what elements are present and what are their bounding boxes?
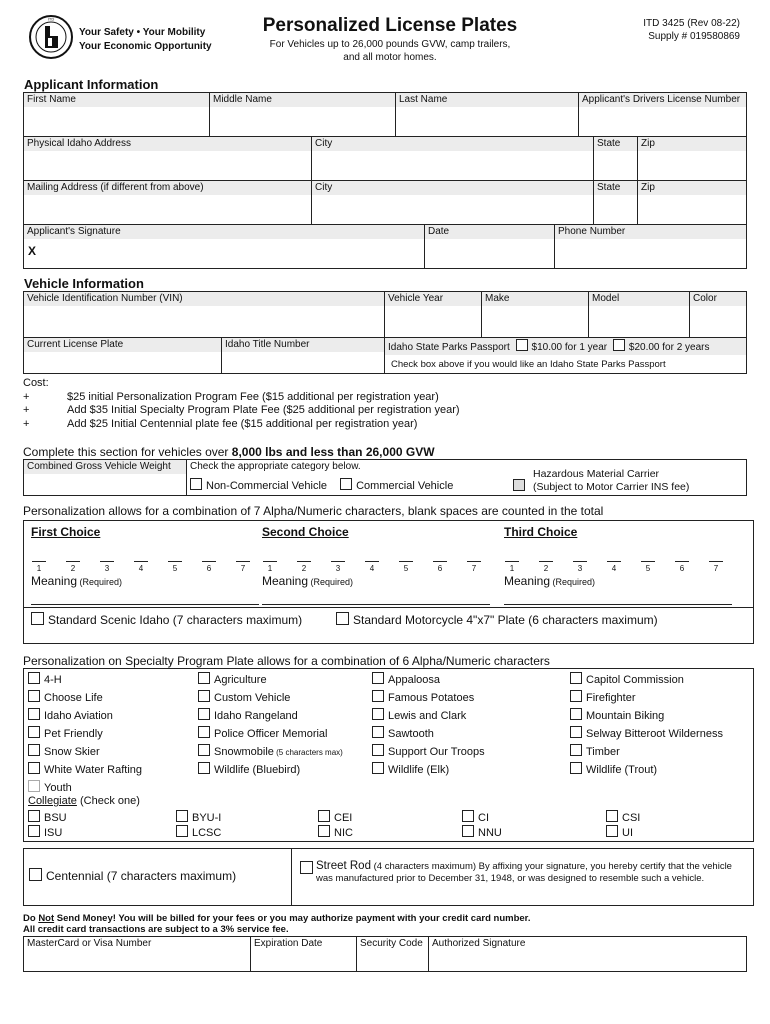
character-slot[interactable] bbox=[65, 561, 81, 573]
passport-2-year-label: $20.00 for 2 years bbox=[628, 342, 710, 353]
slot-line bbox=[505, 561, 519, 562]
slot-number: 3 bbox=[104, 564, 110, 573]
cost-label: Cost: bbox=[23, 377, 49, 389]
non-commercial-checkbox[interactable] bbox=[190, 478, 202, 490]
logo-tagline-1: Your Safety • Your Mobility bbox=[79, 27, 206, 38]
specialty-label-idaho-aviation: Idaho Aviation bbox=[44, 710, 113, 722]
collegiate-label-cei: CEI bbox=[334, 812, 353, 824]
collegiate-checkbox-ci[interactable] bbox=[462, 810, 474, 822]
specialty-checkbox-mountain-biking[interactable] bbox=[570, 708, 582, 720]
specialty-checkbox-timber[interactable] bbox=[570, 744, 582, 756]
character-slot[interactable] bbox=[201, 561, 217, 573]
applicant-signature-field[interactable]: Applicant's Signature X bbox=[24, 225, 425, 269]
payment-not: Not bbox=[38, 913, 55, 924]
character-slot[interactable] bbox=[708, 561, 724, 573]
collegiate-checkbox-csi[interactable] bbox=[606, 810, 618, 822]
specialty-checkbox-white-water-rafting[interactable] bbox=[28, 762, 40, 774]
slot-number: 2 bbox=[543, 564, 549, 573]
slot-line bbox=[365, 561, 379, 562]
specialty-checkbox-lewis-and-clark[interactable] bbox=[372, 708, 384, 720]
physical-state-field[interactable]: State bbox=[594, 137, 638, 181]
specialty-label-wildlife-elk: Wildlife (Elk) bbox=[388, 764, 450, 776]
character-slot[interactable] bbox=[466, 561, 482, 573]
commercial-label: Commercial Vehicle bbox=[356, 480, 454, 492]
non-commercial-label: Non-Commercial Vehicle bbox=[206, 480, 328, 492]
itd-logo bbox=[28, 14, 74, 60]
specialty-option bbox=[28, 762, 142, 780]
title-number-field[interactable]: Idaho Title Number bbox=[222, 338, 385, 374]
passport-label: Idaho State Parks Passport bbox=[388, 342, 510, 353]
slot-number: 5 bbox=[403, 564, 409, 573]
specialty-option bbox=[28, 708, 142, 726]
cost-section bbox=[23, 377, 460, 431]
slot-line bbox=[539, 561, 553, 562]
phone-number-field[interactable]: Phone Number bbox=[555, 225, 747, 269]
slot-number: 6 bbox=[679, 564, 685, 573]
slot-number: 6 bbox=[206, 564, 212, 573]
specialty-label-snow-skier: Snow Skier bbox=[44, 746, 100, 758]
motorcycle-plate-label: Standard Motorcycle 4"x7" Plate (6 characters maximum) bbox=[353, 613, 658, 627]
specialty-option bbox=[198, 672, 343, 690]
hazmat-note: (Subject to Motor Carrier INS fee) bbox=[533, 481, 690, 493]
specialty-option bbox=[28, 726, 142, 744]
first-name-field[interactable]: First Name bbox=[24, 93, 210, 137]
mailing-city-field[interactable]: City bbox=[312, 181, 594, 225]
specialty-checkbox-support-our-troops[interactable] bbox=[372, 744, 384, 756]
snowmobile-note: (5 characters max) bbox=[273, 748, 343, 757]
specialty-label-mountain-biking: Mountain Biking bbox=[586, 710, 665, 722]
category-cell bbox=[187, 460, 747, 496]
slot-number: 1 bbox=[267, 564, 273, 573]
payment-line2: All credit card transactions are subject to a 3% service fee. bbox=[23, 924, 289, 935]
slot-line bbox=[467, 561, 481, 562]
specialty-label-firefighter: Firefighter bbox=[586, 692, 636, 704]
specialty-checkbox-selway-bitteroot-wilderness[interactable] bbox=[570, 726, 582, 738]
gvw-heading bbox=[23, 445, 435, 459]
specialty-option bbox=[570, 690, 723, 708]
specialty-label-custom-vehicle: Custom Vehicle bbox=[214, 692, 291, 704]
slot-line bbox=[641, 561, 655, 562]
mailing-zip-field[interactable]: Zip bbox=[638, 181, 747, 225]
specialty-checkbox-youth[interactable] bbox=[28, 780, 40, 792]
payment-line1: Send Money! You will be billed for your fees or you may authorize payment with your credit card number. bbox=[56, 913, 531, 924]
collegiate-label-nic: NIC bbox=[334, 827, 353, 839]
signature-date-field[interactable]: Date bbox=[425, 225, 555, 269]
specialty-checkbox-appaloosa[interactable] bbox=[372, 672, 384, 684]
character-slot[interactable] bbox=[296, 561, 312, 573]
specialty-label-support-our-troops: Support Our Troops bbox=[388, 746, 485, 758]
character-slot[interactable] bbox=[31, 561, 47, 573]
collegiate-checkbox-nic[interactable] bbox=[318, 825, 330, 837]
slot-line bbox=[202, 561, 216, 562]
centennial-box bbox=[23, 848, 754, 906]
slot-number: 4 bbox=[138, 564, 144, 573]
slot-number: 7 bbox=[471, 564, 477, 573]
slot-line bbox=[168, 561, 182, 562]
specialty-label-4-h: 4-H bbox=[44, 674, 62, 686]
specialty-checkbox-wildlife-elk[interactable] bbox=[372, 762, 384, 774]
specialty-checkbox-capitol-commission[interactable] bbox=[570, 672, 582, 684]
specialty-checkbox-pet-friendly[interactable] bbox=[28, 726, 40, 738]
passport-1-year-checkbox[interactable] bbox=[516, 339, 528, 351]
specialty-checkbox-choose-life[interactable] bbox=[28, 690, 40, 702]
specialty-option bbox=[570, 672, 723, 690]
slot-line bbox=[399, 561, 413, 562]
slot-line bbox=[297, 561, 311, 562]
passport-2-year-checkbox[interactable] bbox=[613, 339, 625, 351]
choices-area bbox=[24, 521, 753, 608]
character-slot[interactable] bbox=[432, 561, 448, 573]
specialty-checkbox-wildlife-trout[interactable] bbox=[570, 762, 582, 774]
cost-item bbox=[23, 418, 460, 432]
cost-plus-sign: + bbox=[23, 390, 30, 403]
specialty-label-famous-potatoes: Famous Potatoes bbox=[388, 692, 475, 704]
specialty-label-snowmobile: Snowmobile bbox=[214, 746, 274, 758]
applicant-heading: Applicant Information bbox=[24, 77, 159, 92]
specialty-checkbox-police-officer-memorial[interactable] bbox=[198, 726, 210, 738]
svg-text:ITD: ITD bbox=[47, 16, 55, 22]
payment-table bbox=[23, 936, 747, 972]
specialty-intro: Personalization on Specialty Program Plate allows for a combination of 6 Alpha/Numeric characters bbox=[23, 654, 550, 668]
scenic-plate-checkbox[interactable] bbox=[31, 612, 44, 625]
slot-line bbox=[607, 561, 621, 562]
specialty-checkbox-wildlife-bluebird[interactable] bbox=[198, 762, 210, 774]
gvw-table bbox=[23, 459, 747, 496]
character-slot[interactable] bbox=[538, 561, 554, 573]
motorcycle-plate-checkbox[interactable] bbox=[336, 612, 349, 625]
collegiate-checkbox-nnu[interactable] bbox=[462, 825, 474, 837]
form-subtitle-line2: and all motor homes. bbox=[343, 52, 437, 63]
applicant-table bbox=[23, 92, 747, 137]
character-slot[interactable] bbox=[262, 561, 278, 573]
specialty-checkbox-famous-potatoes[interactable] bbox=[372, 690, 384, 702]
specialty-label-capitol-commission: Capitol Commission bbox=[586, 674, 684, 686]
specialty-label-police-officer-memorial: Police Officer Memorial bbox=[214, 728, 328, 740]
idaho-seal-icon bbox=[28, 14, 74, 60]
signature-table bbox=[23, 224, 747, 269]
specialty-checkbox-idaho-rangeland[interactable] bbox=[198, 708, 210, 720]
specialty-option bbox=[198, 690, 343, 708]
collegiate-option bbox=[318, 825, 353, 839]
specialty-option bbox=[198, 708, 343, 726]
character-slot[interactable] bbox=[674, 561, 690, 573]
slot-number: 5 bbox=[172, 564, 178, 573]
street-rod-checkbox[interactable] bbox=[300, 861, 313, 874]
collegiate-label-bsu: BSU bbox=[44, 812, 67, 824]
collegiate-option bbox=[28, 810, 67, 824]
card-number-field[interactable]: MasterCard or Visa Number bbox=[24, 937, 251, 972]
slot-line bbox=[66, 561, 80, 562]
specialty-label-lewis-and-clark: Lewis and Clark bbox=[388, 710, 467, 722]
collegiate-checkbox-isu[interactable] bbox=[28, 825, 40, 837]
slot-line bbox=[100, 561, 114, 562]
model-field[interactable]: Model bbox=[589, 292, 690, 338]
passport-1-year-label: $10.00 for 1 year bbox=[531, 342, 608, 353]
mailing-address-field[interactable]: Mailing Address (if different from above) bbox=[24, 181, 312, 225]
specialty-label-sawtooth: Sawtooth bbox=[388, 728, 434, 740]
cost-item-text: Add $25 Initial Centennial plate fee ($15 additional per registration year) bbox=[67, 417, 418, 430]
combined-weight-field[interactable]: Combined Gross Vehicle Weight bbox=[24, 460, 187, 496]
specialty-option bbox=[198, 762, 343, 780]
specialty-label-white-water-rafting: White Water Rafting bbox=[44, 764, 143, 776]
vehicle-table bbox=[23, 291, 747, 338]
form-subtitle-line1: For Vehicles up to 26,000 pounds GVW, camp trailers, bbox=[269, 39, 511, 50]
gvw-heading-prefix: Complete this section for vehicles over bbox=[23, 445, 229, 459]
meaning-required-note: (Required) bbox=[77, 577, 123, 587]
hazmat-label: Hazardous Material Carrier bbox=[533, 468, 660, 480]
specialty-option bbox=[198, 744, 343, 762]
cost-plus-sign: + bbox=[23, 404, 30, 416]
physical-address-field[interactable]: Physical Idaho Address bbox=[24, 137, 312, 181]
choice-title-3: Third Choice bbox=[504, 525, 578, 539]
payment-notice bbox=[23, 913, 530, 935]
specialty-checkbox-idaho-aviation[interactable] bbox=[28, 708, 40, 720]
current-plate-field[interactable]: Current License Plate bbox=[24, 338, 222, 374]
slot-number: 4 bbox=[369, 564, 375, 573]
character-slot[interactable] bbox=[167, 561, 183, 573]
payment-do: Do bbox=[23, 913, 36, 924]
slot-number: 7 bbox=[240, 564, 246, 573]
character-slot[interactable] bbox=[606, 561, 622, 573]
security-code-field[interactable]: Security Code bbox=[357, 937, 429, 972]
cost-item bbox=[23, 404, 460, 418]
collegiate-option bbox=[462, 810, 489, 824]
character-slot[interactable] bbox=[99, 561, 115, 573]
collegiate-option bbox=[462, 825, 502, 839]
parks-passport-cell bbox=[385, 338, 747, 374]
cost-item-text: $25 initial Personalization Program Fee ($15 additional per registration year) bbox=[67, 390, 439, 403]
centennial-label: Centennial (7 characters maximum) bbox=[46, 869, 237, 883]
specialty-label-timber: Timber bbox=[586, 746, 620, 758]
cost-plus-sign: + bbox=[23, 417, 30, 430]
specialty-option bbox=[570, 708, 723, 726]
street-rod-label: Street Rod bbox=[316, 860, 371, 872]
specialty-label-selway-bitteroot-wilderness: Selway Bitteroot Wilderness bbox=[586, 728, 723, 740]
specialty-option bbox=[372, 690, 485, 708]
collegiate-label-csi: CSI bbox=[622, 812, 641, 824]
specialty-option bbox=[28, 744, 142, 762]
signature-x-mark: X bbox=[28, 244, 37, 258]
slot-number: 1 bbox=[509, 564, 515, 573]
slot-number: 3 bbox=[335, 564, 341, 573]
character-slot[interactable] bbox=[133, 561, 149, 573]
specialty-option bbox=[28, 690, 142, 708]
meaning-required-note: (Required) bbox=[550, 577, 596, 587]
plate-table bbox=[23, 337, 747, 374]
collegiate-checkbox-bsu[interactable] bbox=[28, 810, 40, 822]
meaning-label: Meaning bbox=[504, 574, 551, 588]
meaning-label: Meaning bbox=[31, 574, 78, 588]
collegiate-option bbox=[176, 825, 221, 839]
slot-line bbox=[331, 561, 345, 562]
character-slot[interactable] bbox=[235, 561, 251, 573]
collegiate-option bbox=[28, 825, 62, 839]
physical-zip-field[interactable]: Zip bbox=[638, 137, 747, 181]
specialty-option bbox=[372, 708, 485, 726]
centennial-checkbox[interactable] bbox=[29, 868, 42, 881]
cost-item bbox=[23, 391, 460, 405]
specialty-label-appaloosa: Appaloosa bbox=[388, 674, 440, 686]
collegiate-label-byu-i: BYU-I bbox=[192, 812, 222, 824]
commercial-checkbox[interactable] bbox=[340, 478, 352, 490]
collegiate-checkbox-lcsc[interactable] bbox=[176, 825, 188, 837]
slot-line bbox=[573, 561, 587, 562]
gvw-heading-bold: 8,000 lbs and less than 26,000 GVW bbox=[231, 445, 435, 459]
specialty-option bbox=[372, 726, 485, 744]
specialty-option bbox=[198, 726, 343, 744]
expiration-date-field[interactable]: Expiration Date bbox=[251, 937, 357, 972]
specialty-label-agriculture: Agriculture bbox=[214, 674, 267, 686]
specialty-checkbox-firefighter[interactable] bbox=[570, 690, 582, 702]
collegiate-label: Collegiate bbox=[28, 795, 77, 807]
specialty-option bbox=[372, 744, 485, 762]
slot-number: 5 bbox=[645, 564, 651, 573]
collegiate-option bbox=[606, 810, 640, 824]
collegiate-label-lcsc: LCSC bbox=[192, 827, 222, 839]
logo-tagline-2: Your Economic Opportunity bbox=[79, 41, 212, 52]
last-name-field[interactable]: Last Name bbox=[396, 93, 579, 137]
address-table bbox=[23, 136, 747, 225]
scenic-plate-label: Standard Scenic Idaho (7 characters maximum) bbox=[48, 613, 303, 627]
specialty-checkbox-snowmobile[interactable] bbox=[198, 744, 210, 756]
specialty-label-choose-life: Choose Life bbox=[44, 692, 103, 704]
choice-title-1: First Choice bbox=[31, 525, 101, 539]
specialty-checkbox-custom-vehicle[interactable] bbox=[198, 690, 210, 702]
color-field[interactable]: Color bbox=[690, 292, 747, 338]
specialty-label-youth: Youth bbox=[44, 782, 72, 794]
form-title: Personalized License Plates bbox=[262, 15, 518, 36]
character-slot[interactable] bbox=[364, 561, 380, 573]
specialty-box bbox=[23, 668, 754, 842]
mailing-state-field[interactable]: State bbox=[594, 181, 638, 225]
supply-number: Supply # 019580869 bbox=[648, 31, 740, 42]
vehicle-year-field[interactable]: Vehicle Year bbox=[385, 292, 482, 338]
character-slot[interactable] bbox=[330, 561, 346, 573]
specialty-checkbox-snow-skier[interactable] bbox=[28, 744, 40, 756]
specialty-label-wildlife-bluebird: Wildlife (Bluebird) bbox=[214, 764, 301, 776]
character-slot[interactable] bbox=[572, 561, 588, 573]
specialty-checkbox-sawtooth[interactable] bbox=[372, 726, 384, 738]
physical-city-field[interactable]: City bbox=[312, 137, 594, 181]
character-slot[interactable] bbox=[504, 561, 520, 573]
specialty-label-pet-friendly: Pet Friendly bbox=[44, 728, 103, 740]
specialty-checkbox-4-h[interactable] bbox=[28, 672, 40, 684]
street-rod-text: (4 characters maximum) By affixing your signature, you hereby certify that the vehicle was manufactured prior to December 31, 1948, or was designed to resemble such a vehicle. bbox=[316, 861, 732, 884]
slot-line bbox=[675, 561, 689, 562]
vehicle-heading: Vehicle Information bbox=[24, 276, 144, 291]
meaning-field-2[interactable] bbox=[262, 574, 490, 605]
specialty-label-idaho-rangeland: Idaho Rangeland bbox=[214, 710, 298, 722]
cost-item-text: Add $35 Initial Specialty Program Plate Fee ($25 additional per registration year) bbox=[67, 404, 460, 416]
slot-line bbox=[263, 561, 277, 562]
slot-line bbox=[709, 561, 723, 562]
specialty-option bbox=[372, 762, 485, 780]
slot-line bbox=[433, 561, 447, 562]
make-field[interactable]: Make bbox=[482, 292, 589, 338]
collegiate-label-isu: ISU bbox=[44, 827, 63, 839]
slot-number: 2 bbox=[70, 564, 76, 573]
slot-number: 4 bbox=[611, 564, 617, 573]
specialty-option bbox=[28, 672, 142, 690]
category-instruction: Check the appropriate category below. bbox=[190, 461, 361, 472]
personalization-box bbox=[23, 520, 754, 644]
slot-number: 3 bbox=[577, 564, 583, 573]
passport-note: Check box above if you would like an Idaho State Parks Passport bbox=[391, 359, 666, 370]
choice-title-2: Second Choice bbox=[262, 525, 349, 539]
character-slot[interactable] bbox=[398, 561, 414, 573]
specialty-option bbox=[570, 744, 723, 762]
collegiate-option bbox=[606, 825, 633, 839]
character-slot[interactable] bbox=[640, 561, 656, 573]
vin-field[interactable]: Vehicle Identification Number (VIN) bbox=[24, 292, 385, 338]
specialty-label-wildlife-trout: Wildlife (Trout) bbox=[586, 764, 658, 776]
slot-number: 2 bbox=[301, 564, 307, 573]
meaning-field-1[interactable] bbox=[31, 574, 259, 605]
collegiate-note: (Check one) bbox=[79, 795, 140, 807]
form-number: ITD 3425 (Rev 08-22) bbox=[643, 18, 740, 29]
middle-name-field[interactable]: Middle Name bbox=[210, 93, 396, 137]
collegiate-checkbox-cei[interactable] bbox=[318, 810, 330, 822]
collegiate-label-ui: UI bbox=[622, 827, 633, 839]
collegiate-option bbox=[176, 810, 221, 824]
authorized-signature-field[interactable]: Authorized Signature bbox=[429, 937, 747, 972]
license-number-field[interactable]: Applicant's Drivers License Number bbox=[579, 93, 747, 137]
collegiate-label-ci: CI bbox=[478, 812, 489, 824]
specialty-option bbox=[372, 672, 485, 690]
collegiate-checkbox-ui[interactable] bbox=[606, 825, 618, 837]
slot-number: 6 bbox=[437, 564, 443, 573]
slot-line bbox=[236, 561, 250, 562]
slot-line bbox=[134, 561, 148, 562]
collegiate-option bbox=[318, 810, 352, 824]
slot-number: 1 bbox=[36, 564, 42, 573]
specialty-option bbox=[570, 726, 723, 744]
specialty-checkbox-agriculture[interactable] bbox=[198, 672, 210, 684]
specialty-option bbox=[570, 762, 723, 780]
meaning-required-note: (Required) bbox=[308, 577, 354, 587]
slot-line bbox=[32, 561, 46, 562]
collegiate-label-nnu: NNU bbox=[478, 827, 502, 839]
collegiate-checkbox-byu-i[interactable] bbox=[176, 810, 188, 822]
meaning-label: Meaning bbox=[262, 574, 309, 588]
slot-number: 7 bbox=[713, 564, 719, 573]
personalization-intro: Personalization allows for a combination of 7 Alpha/Numeric characters, blank spaces are counted in the total bbox=[23, 504, 604, 518]
meaning-field-3[interactable] bbox=[504, 574, 732, 605]
hazmat-checkbox[interactable] bbox=[513, 479, 525, 491]
